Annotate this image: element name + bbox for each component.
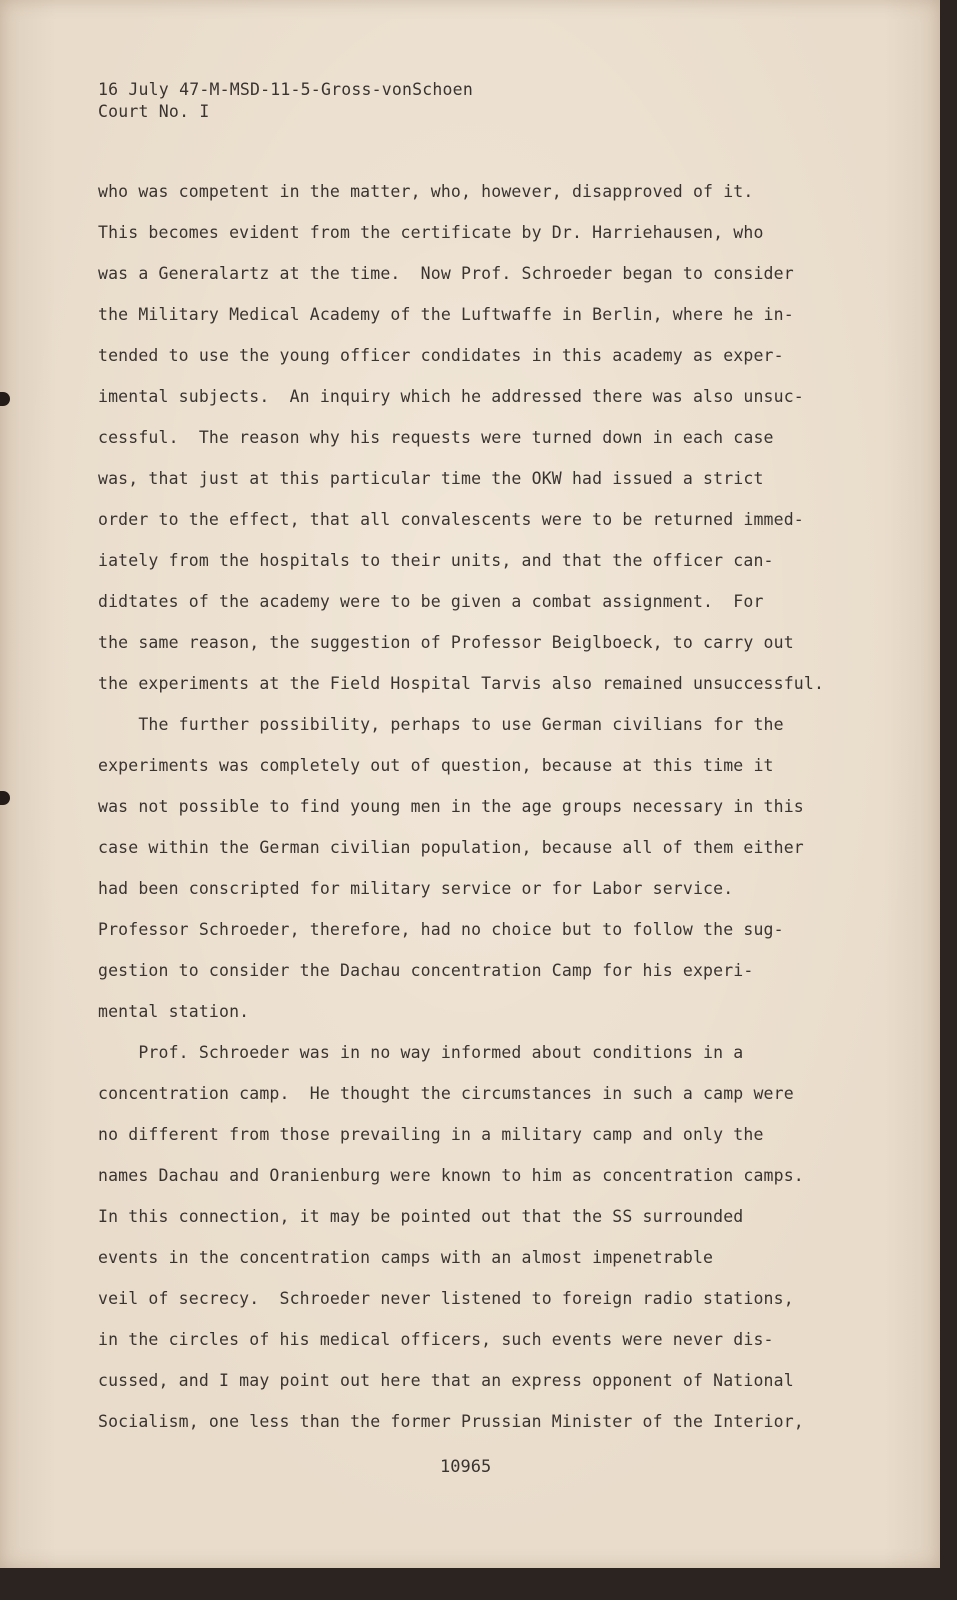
header-reference: 16 July 47-M-MSD-11-5-Gross-vonSchoen: [98, 80, 473, 99]
body-line: veil of secrecy. Schroeder never listened to foreign radio stations,: [98, 1289, 794, 1308]
body-line: concentration camp. He thought the circumstances in such a camp were: [98, 1084, 794, 1103]
body-line: in the circles of his medical officers, such events were never dis-: [98, 1330, 774, 1349]
body-line: names Dachau and Oranienburg were known to him as concentration camps.: [98, 1166, 804, 1185]
body-line: didtates of the academy were to be given a combat assignment. For: [98, 592, 764, 611]
body-line: the Military Medical Academy of the Luftwaffe in Berlin, where he in-: [98, 305, 794, 324]
body-line: Prof. Schroeder was in no way informed about conditions in a: [98, 1043, 744, 1062]
page-number: 10965: [440, 1457, 492, 1477]
body-line: cussed, and I may point out here that an express opponent of National: [98, 1371, 794, 1390]
body-line: tended to use the young officer condidates in this academy as exper-: [98, 346, 784, 365]
body-line: Socialism, one less than the former Prussian Minister of the Interior,: [98, 1412, 804, 1431]
body-line: Professor Schroeder, therefore, had no choice but to follow the sug-: [98, 920, 784, 939]
binding-hole-mark: [0, 791, 10, 805]
body-line: events in the concentration camps with an almost impenetrable: [98, 1248, 714, 1267]
body-line: The further possibility, perhaps to use German civilians for the: [98, 715, 784, 734]
body-line: was a Generalartz at the time. Now Prof. Schroeder began to consider: [98, 264, 794, 283]
body-line: cessful. The reason why his requests were turned down in each case: [98, 428, 774, 447]
body-line: This becomes evident from the certificate by Dr. Harriehausen, who: [98, 223, 764, 242]
body-line: who was competent in the matter, who, however, disapproved of it.: [98, 182, 754, 201]
body-line: iately from the hospitals to their units, and that the officer can-: [98, 551, 774, 570]
body-line: no different from those prevailing in a military camp and only the: [98, 1125, 764, 1144]
body-line: the experiments at the Field Hospital Tarvis also remained unsuccessful.: [98, 674, 825, 693]
body-line: In this connection, it may be pointed out that the SS surrounded: [98, 1207, 744, 1226]
header-court: Court No. I: [98, 102, 210, 121]
body-line: the same reason, the suggestion of Professor Beiglboeck, to carry out: [98, 633, 794, 652]
body-line: imental subjects. An inquiry which he addressed there was also unsuc-: [98, 387, 804, 406]
body-line: had been conscripted for military service or for Labor service.: [98, 879, 734, 898]
body-line: was, that just at this particular time the OKW had issued a strict: [98, 469, 764, 488]
binding-hole-mark: [0, 392, 10, 406]
body-line: gestion to consider the Dachau concentration Camp for his experi-: [98, 961, 754, 980]
body-line: was not possible to find young men in the age groups necessary in this: [98, 797, 804, 816]
body-line: mental station.: [98, 1002, 250, 1021]
body-line: case within the German civilian population, because all of them either: [98, 838, 804, 857]
body-line: order to the effect, that all convalescents were to be returned immed-: [98, 510, 804, 529]
body-line: experiments was completely out of question, because at this time it: [98, 756, 774, 775]
